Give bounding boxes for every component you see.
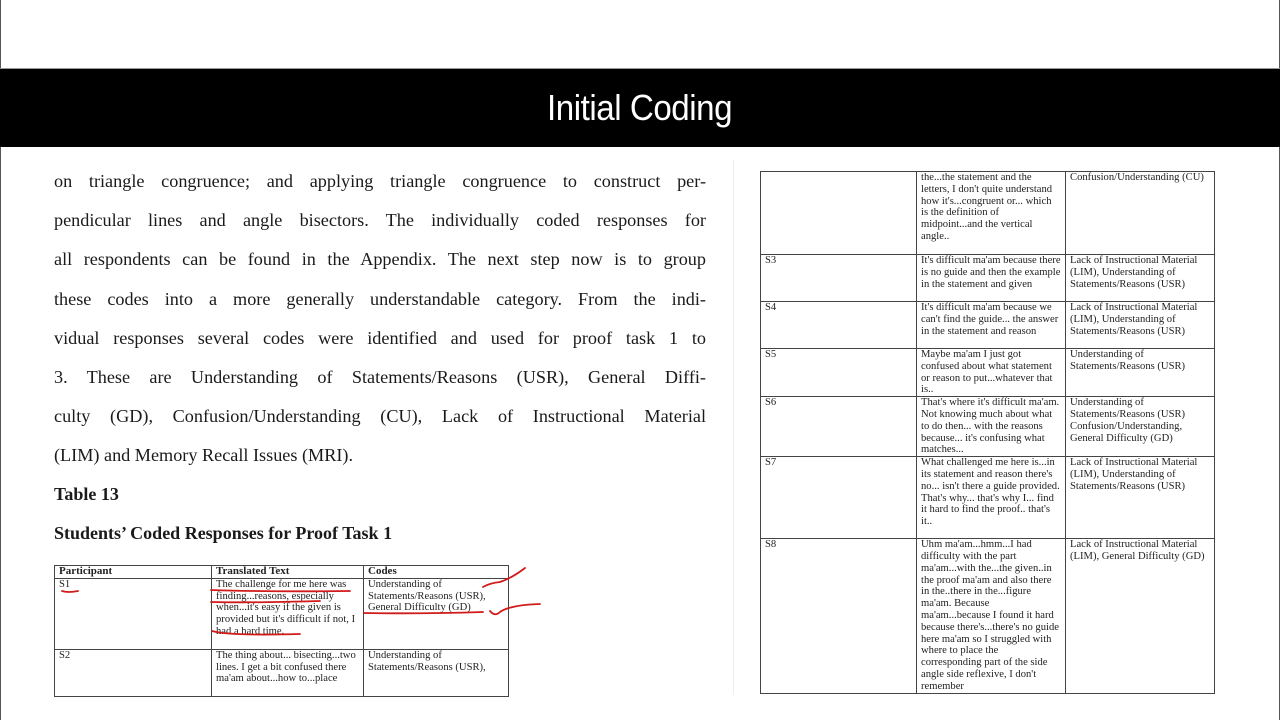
- translated-text-cell: Maybe ma'am I just got confused about what statement or reason to put...whatever that is..: [917, 349, 1066, 397]
- table-header-row: [55, 566, 509, 579]
- slide-title: Initial Coding: [547, 87, 733, 128]
- codes-cell: Confusion/Understanding (CU): [1066, 172, 1215, 255]
- header-translated-text: Translated Text: [212, 566, 364, 579]
- participant-cell: S3: [761, 255, 917, 302]
- header-codes: Codes: [364, 566, 509, 579]
- table-row: [761, 457, 1215, 539]
- table-row: [55, 649, 509, 696]
- slide-title-bar: [0, 68, 1280, 147]
- table-row: [761, 172, 1215, 255]
- table-title: Students’ Coded Responses for Proof Task 1: [54, 523, 393, 543]
- paragraph-line: on triangle congruence; and applying triangle congruence to construct per-: [54, 171, 706, 191]
- body-paragraph: [54, 162, 706, 476]
- codes-cell: Lack of Instructional Material (LIM), Understanding of Statements/Reasons (USR): [1066, 302, 1215, 349]
- translated-text-cell: Uhm ma'am...hmm...I had difficulty with the part ma'am...with the...the given..in the proof ma'am and also there in the..there in the...figure ma'am. Because ma'am...because I found it hard because there's...there's no guide here ma'am so I struggled with where to place the corresponding part of the side angle side reflexive, I don't remember: [917, 539, 1066, 693]
- paragraph-line: vidual responses several codes were identified and used for proof task 1 to: [54, 327, 706, 348]
- participant-cell: S4: [761, 302, 917, 349]
- table-row: [761, 255, 1215, 302]
- coded-responses-table-part1: [54, 565, 509, 697]
- table-row: [761, 349, 1215, 397]
- participant-cell: S2: [55, 649, 212, 696]
- paragraph-line: 3. These are Understanding of Statements/Reasons (USR), General Diffi-: [54, 366, 706, 387]
- codes-cell: Lack of Instructional Material (LIM), Understanding of Statements/Reasons (USR): [1066, 457, 1215, 539]
- participant-cell: S5: [761, 349, 917, 397]
- paragraph-line: pendicular lines and angle bisectors. The individually coded responses for: [54, 210, 706, 231]
- translated-text-cell: The challenge for me here was finding...reasons, especially when...it's easy if the given is provided but it's difficult if not, I had a hard time.: [212, 578, 364, 649]
- codes-cell: Lack of Instructional Material (LIM), General Difficulty (GD): [1066, 539, 1215, 693]
- translated-text-cell: It's difficult ma'am because there is no guide and then the example in the statement and given: [917, 255, 1066, 302]
- codes-cell: Lack of Instructional Material (LIM), Understanding of Statements/Reasons (USR): [1066, 255, 1215, 302]
- participant-cell: S8: [761, 539, 917, 693]
- page-divider: [733, 160, 734, 695]
- table-row: [761, 397, 1215, 457]
- paragraph-line: these codes into a more generally understandable category. From the indi-: [54, 288, 706, 309]
- translated-text-cell: What challenged me here is...in its statement and reason there's no... isn't there a guide provided. That's why... that's why I... find it hard to find the proof.. that's it..: [917, 457, 1066, 539]
- codes-cell: Understanding of Statements/Reasons (USR), General Difficulty (GD): [364, 578, 509, 649]
- codes-cell: Understanding of Statements/Reasons (USR): [1066, 349, 1215, 397]
- table-row: [761, 302, 1215, 349]
- table-row: [55, 578, 509, 649]
- translated-text-cell: It's difficult ma'am because we can't find the guide... the answer in the statement and reason: [917, 302, 1066, 349]
- paragraph-line: (LIM) and Memory Recall Issues (MRI).: [54, 445, 354, 466]
- translated-text-cell: The thing about... bisecting...two lines. I get a bit confused there ma'am about...how to...place: [212, 649, 364, 696]
- translated-text-cell: That's where it's difficult ma'am. Not knowing much about what to do then... with the reasons because... it's confusing what matches...: [917, 397, 1066, 457]
- participant-cell: S7: [761, 457, 917, 539]
- codes-cell: Understanding of Statements/Reasons (USR),: [364, 649, 509, 696]
- participant-cell: S6: [761, 397, 917, 457]
- paragraph-line: all respondents can be found in the Appendix. The next step now is to group: [54, 249, 706, 270]
- participant-cell: [761, 172, 917, 255]
- paragraph-line: culty (GD), Confusion/Understanding (CU), Lack of Instructional Material: [54, 406, 706, 427]
- translated-text-cell: the...the statement and the letters, I don't quite understand how it's...congruent or... which is the definition of midpoint...and the vertical angle..: [917, 172, 1066, 255]
- participant-cell: S1: [55, 578, 212, 649]
- header-participant: Participant: [55, 566, 212, 579]
- codes-cell: Understanding of Statements/Reasons (USR) Confusion/Understanding, General Difficulty (GD): [1066, 397, 1215, 457]
- coded-responses-table-part2: [760, 171, 1215, 694]
- table-row: [761, 539, 1215, 693]
- table-number: Table 13: [54, 484, 119, 504]
